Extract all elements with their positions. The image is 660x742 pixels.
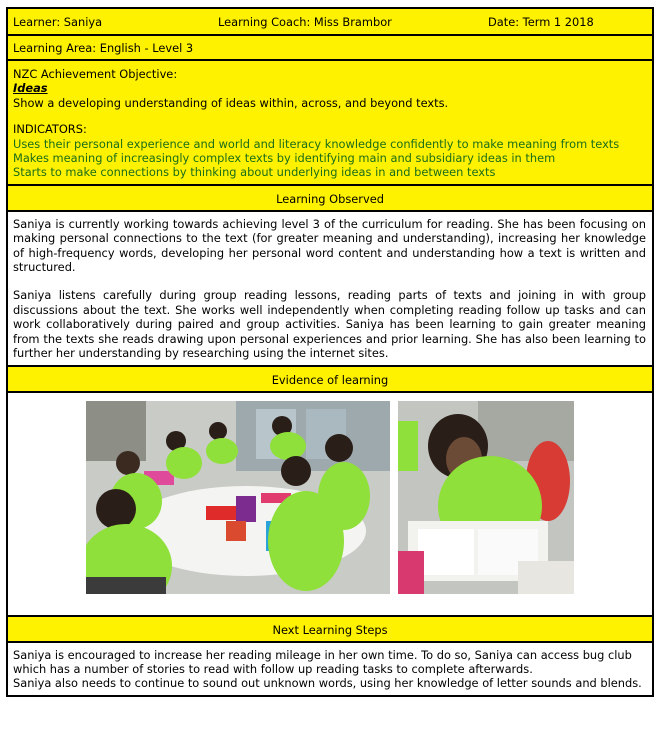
indicator-item: Uses their personal experience and world and literacy knowledge confidently to make meaning from texts — [13, 136, 620, 151]
next-steps-body — [8, 643, 652, 695]
student-reading-photo — [398, 401, 574, 594]
next-steps-heading: Next Learning Steps — [8, 617, 652, 643]
objective-description: Show a developing understanding of ideas within, across, and beyond texts. — [13, 95, 449, 110]
learning-observed-heading: Learning Observed — [8, 186, 652, 212]
objective-subtitle: Ideas — [13, 81, 48, 96]
next-step-line: Saniya also needs to continue to sound out unknown words, using her knowledge of letter sounds and blends. — [13, 676, 642, 691]
learning-area: Learning Area: English - Level 3 — [8, 36, 652, 61]
observed-paragraph: Saniya listens carefully during group reading lessons, reading parts of texts and joining in with group discussions about the text. She works well independently when completing reading follow up tasks and can work collaboratively during paired and group activities. Saniya has been learning to gain greater meaning from the texts she reads drawing upon personal experiences and prior learning. She has also been learning to further her understanding by researching using the internet sites. — [13, 288, 646, 361]
achievement-objective — [8, 61, 652, 186]
objective-title: NZC Achievement Objective: — [13, 67, 178, 81]
evidence-photos — [8, 393, 652, 617]
learner-name: Learner: Saniya — [13, 15, 103, 29]
next-step-line: Saniya is encouraged to increase her reading mileage in her own time. To do so, Saniya can access bug club which has a number of stories to read with follow up reading tasks to complete afterwards. — [13, 647, 632, 676]
indicator-item: Makes meaning of increasingly complex texts by identifying main and subsidiary ideas in them — [13, 151, 556, 166]
learning-observed-body — [8, 212, 652, 367]
group-reading-photo — [86, 401, 390, 594]
learning-coach: Learning Coach: Miss Brambor — [218, 15, 392, 29]
report-date: Date: Term 1 2018 — [488, 15, 594, 29]
observed-paragraph: Saniya is currently working towards achieving level 3 of the curriculum for reading. She has been focusing on making personal connections to the text (for greater meaning and understanding), increasing her knowledge of high-frequency words, developing her personal word content and understanding how a text is written and structured. — [13, 216, 646, 275]
indicators-title: INDICATORS: — [13, 122, 87, 137]
evidence-heading: Evidence of learning — [8, 367, 652, 393]
indicator-item: Starts to make connections by thinking about underlying ideas in and between texts — [13, 165, 496, 180]
report-header — [8, 9, 652, 36]
learning-report — [6, 7, 654, 697]
